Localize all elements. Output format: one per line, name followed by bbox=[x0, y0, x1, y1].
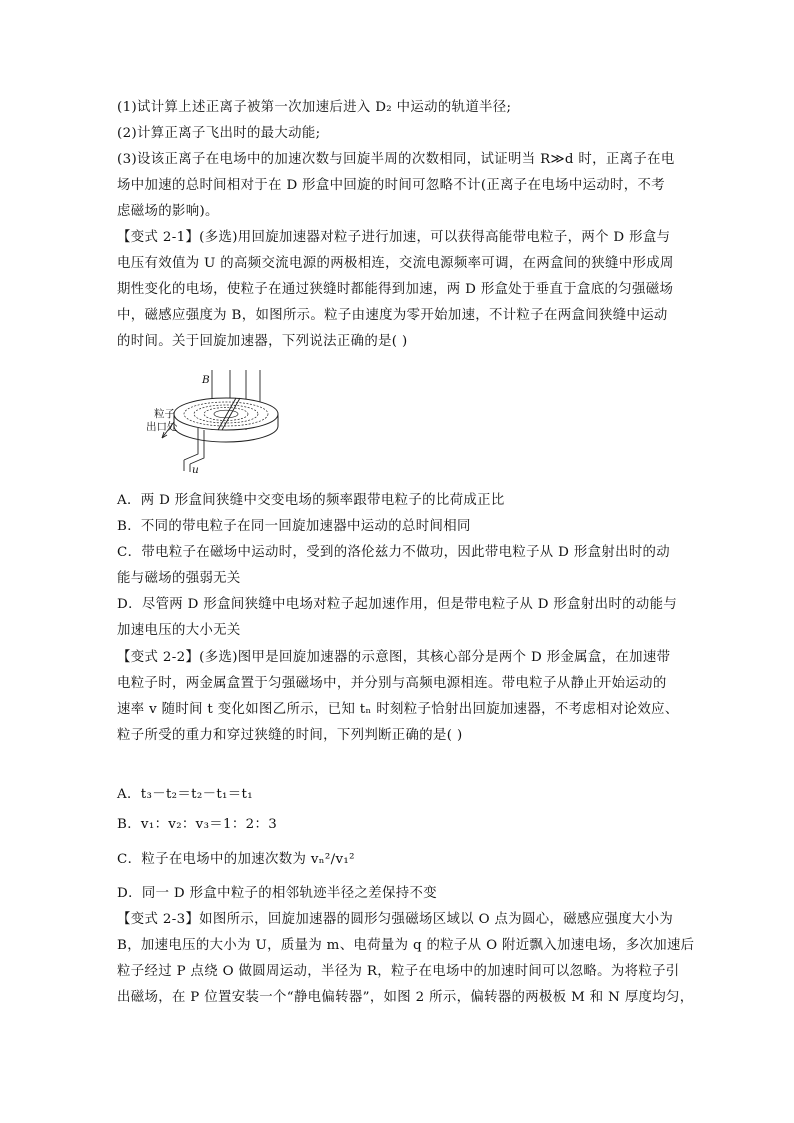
variant-2-2-option-c: C．粒子在电场中的加速次数为 vₙ²/v₁² bbox=[117, 852, 355, 867]
question-part-3-line-3: 虑磁场的影响)。 bbox=[117, 204, 219, 219]
variant-2-1-option-d-line-1: D．尽管两 D 形盒间狭缝中电场对粒子起加速作用，但是带电粒子从 D 形盒射出时的动能与 bbox=[117, 597, 678, 612]
exit-label-line-1: 粒子 bbox=[154, 408, 175, 420]
field-label-b: B bbox=[202, 374, 210, 386]
variant-2-2-option-d: D．同一 D 形盒中粒子的相邻轨迹半径之差保持不变 bbox=[117, 886, 437, 901]
cyclotron-figure bbox=[140, 368, 290, 478]
question-part-3-line-2: 场中加速的总时间相对于在 D 形盒中回旋的时间可忽略不计(正离子在电场中运动时，不考 bbox=[117, 178, 666, 193]
question-part-2: (2)计算正离子飞出时的最大动能; bbox=[117, 126, 321, 141]
variant-2-3-line-2: B，加速电压的大小为 U，质量为 m、电荷量为 q 的粒子从 O 附近飘入加速电场，多次加速后 bbox=[117, 938, 695, 953]
variant-2-2-option-b: B．v₁：v₂：v₃＝1：2：3 bbox=[117, 817, 278, 832]
variant-2-1-line-3: 期性变化的电场，使粒子在通过狭缝时都能得到加速，两 D 形盒处于垂直于盒底的匀强磁场 bbox=[117, 282, 674, 297]
variant-2-1-line-4: 中，磁感应强度为 B，如图所示。粒子由速度为零开始加速，不计粒子在两盒间狭缝中运动 bbox=[117, 308, 668, 323]
variant-2-1-option-d-line-2: 加速电压的大小无关 bbox=[117, 623, 241, 638]
question-part-1: (1)试计算上述正离子被第一次加速后进入 D₂ 中运动的轨道半径; bbox=[117, 100, 512, 115]
variant-2-2-line-3: 速率 v 随时间 t 变化如图乙所示，已知 tₙ 时刻粒子恰射出回旋加速器，不考虑相对论效应、 bbox=[117, 702, 679, 717]
variant-2-2-option-a: A．t₃－t₂＝t₂－t₁＝t₁ bbox=[117, 787, 253, 802]
variant-2-1-option-a: A．两 D 形盒间狭缝中交变电场的频率跟带电粒子的比荷成正比 bbox=[117, 493, 505, 508]
variant-2-1-option-c-line-2: 能与磁场的强弱无关 bbox=[117, 571, 241, 586]
variant-2-1-option-b: B．不同的带电粒子在同一回旋加速器中运动的总时间相同 bbox=[117, 519, 471, 534]
variant-2-1-option-c-line-1: C．带电粒子在磁场中运动时，受到的洛伦兹力不做功，因此带电粒子从 D 形盒射出时的动 bbox=[117, 545, 671, 560]
voltage-label-u: u bbox=[192, 464, 199, 476]
variant-2-2-line-2: 电粒子时，两金属盒置于匀强磁场中，并分别与高频电源相连。带电粒子从静止开始运动的 bbox=[117, 676, 667, 691]
variant-2-1-line-1: 【变式 2-1】(多选)用回旋加速器对粒子进行加速，可以获得高能带电粒子，两个 D 形盒与 bbox=[117, 230, 671, 245]
variant-2-3-line-1: 【变式 2-3】如图所示，回旋加速器的圆形匀强磁场区域以 O 点为圆心，磁感应强度大小为 bbox=[117, 912, 674, 927]
exit-label-line-2: 出口处 bbox=[146, 421, 178, 433]
variant-2-2-line-1: 【变式 2-2】(多选)图甲是回旋加速器的示意图，其核心部分是两个 D 形金属盒，在加速带 bbox=[117, 650, 671, 665]
question-part-3-line-1: (3)设该正离子在电场中的加速次数与回旋半周的次数相同，试证明当 R≫d 时，正离子在电 bbox=[117, 152, 675, 167]
variant-2-3-line-4: 出磁场，在 P 位置安装一个“静电偏转器”，如图 2 所示，偏转器的两极板 M 和 N 厚度均匀， bbox=[117, 990, 694, 1005]
variant-2-2-line-4: 粒子所受的重力和穿过狭缝的时间，下列判断正确的是( ) bbox=[117, 728, 463, 743]
variant-2-3-line-3: 粒子经过 P 点绕 O 做圆周运动，半径为 R，粒子在电场中的加速时间可以忽略。为将粒子引 bbox=[117, 964, 680, 979]
variant-2-1-line-2: 电压有效值为 U 的高频交流电源的两极相连，交流电源频率可调，在两盒间的狭缝中形成周 bbox=[117, 256, 674, 271]
variant-2-1-line-5: 的时间。关于回旋加速器，下列说法正确的是( ) bbox=[117, 334, 408, 349]
